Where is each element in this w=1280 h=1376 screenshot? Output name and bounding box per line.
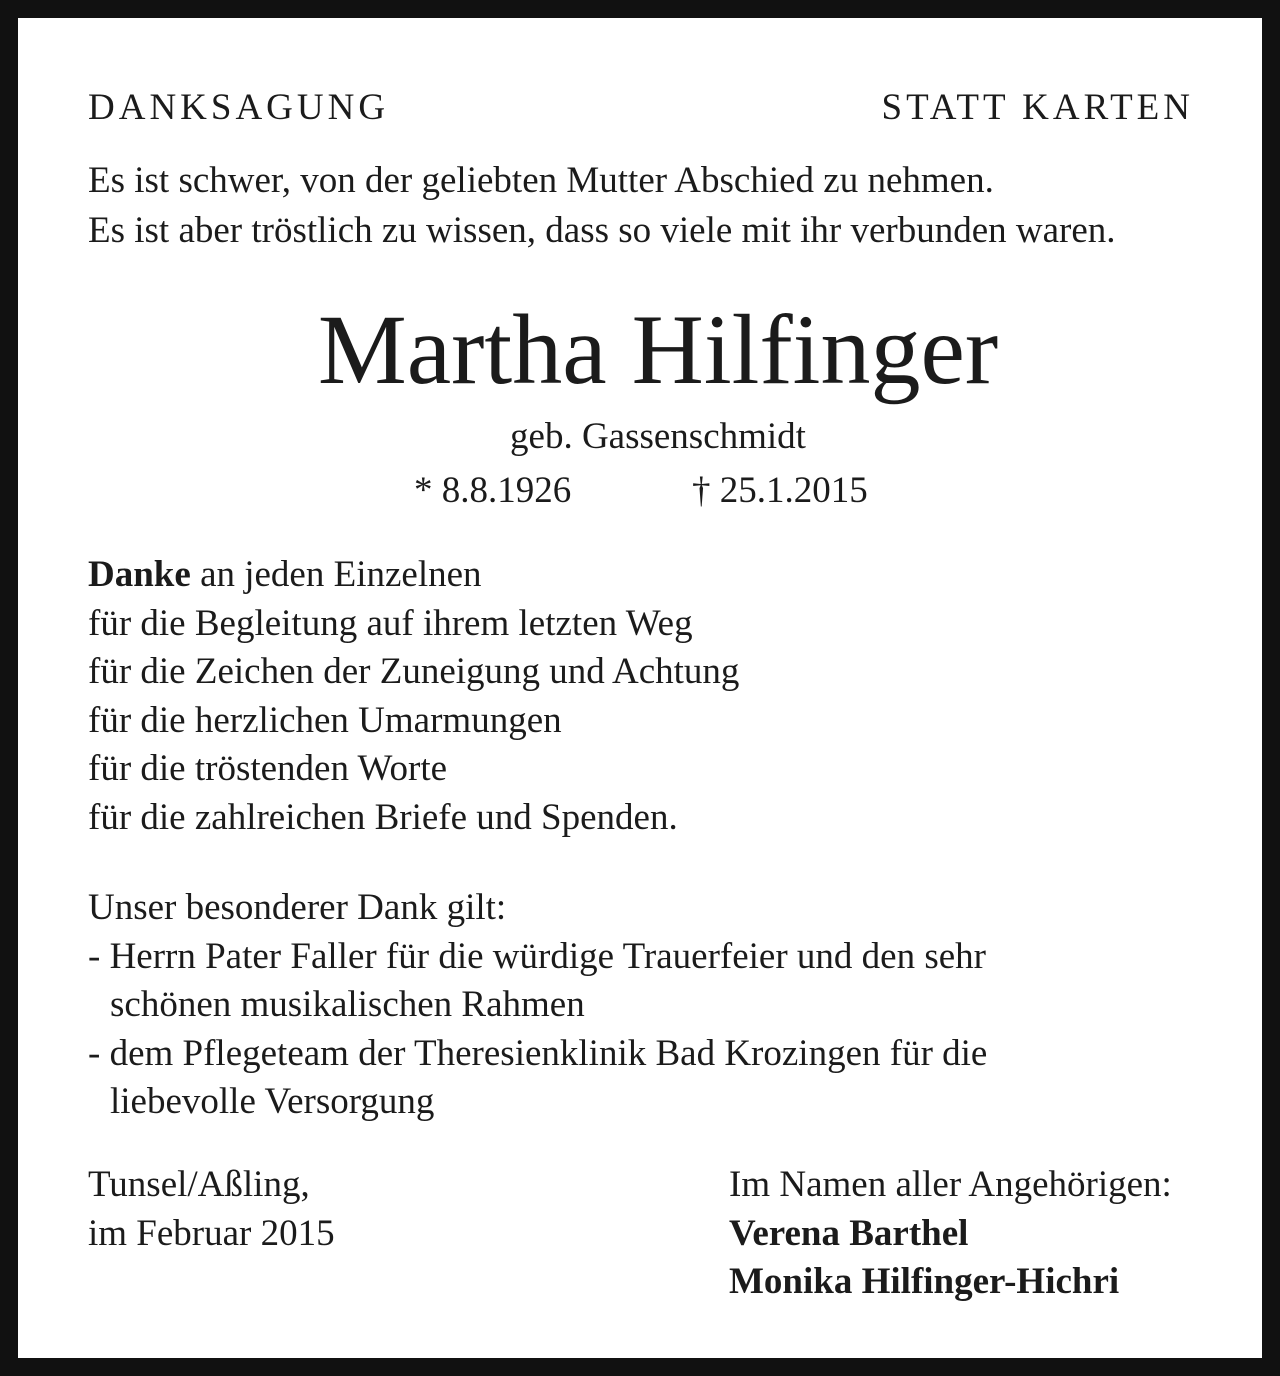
thanks-line: für die tröstenden Worte bbox=[88, 748, 448, 789]
thanks-line: für die Zeichen der Zuneigung und Achtung bbox=[88, 651, 740, 692]
special-thanks-heading: Unser besonderer Dank gilt: bbox=[88, 887, 507, 928]
signer-name: Monika Hilfinger-Hichri bbox=[729, 1261, 1120, 1302]
header-right-label: STATT KARTEN bbox=[881, 87, 1194, 128]
thanks-block bbox=[88, 551, 739, 842]
signature-block bbox=[729, 1161, 1172, 1307]
birth-date: * 8.8.1926 bbox=[414, 470, 572, 511]
thanks-lead-rest: an jeden Einzelnen bbox=[190, 554, 482, 595]
intro-line-1: Es ist schwer, von der geliebten Mutter Abschied zu nehmen. bbox=[88, 160, 994, 201]
signer-name: Verena Barthel bbox=[729, 1212, 969, 1254]
header-left-label: DANKSAGUNG bbox=[88, 87, 390, 128]
special-thanks-item-1: - Herrn Pater Faller für die würdige Trauerfeier und den sehr bbox=[88, 935, 986, 977]
thanks-line: für die herzlichen Umarmungen bbox=[88, 699, 562, 741]
on-behalf-text: Im Namen aller Angehörigen: bbox=[729, 1164, 1172, 1205]
deceased-name: Martha Hilfinger bbox=[317, 294, 999, 405]
thanks-lead bbox=[88, 551, 739, 600]
thanks-lead-bold: Danke bbox=[88, 554, 191, 595]
thanks-line: für die Begleitung auf ihrem letzten Weg bbox=[88, 602, 693, 644]
special-thanks-item-1-cont: schönen musikalischen Rahmen bbox=[110, 984, 585, 1025]
special-thanks-block bbox=[88, 884, 987, 1127]
intro-text bbox=[88, 156, 1116, 256]
maiden-name: geb. Gassenschmidt bbox=[510, 416, 806, 457]
special-thanks-item-2: - dem Pflegeteam der Theresienklinik Bad Krozingen für die bbox=[88, 1032, 988, 1074]
place-date-block bbox=[88, 1161, 335, 1258]
place: Tunsel/Aßling, bbox=[88, 1164, 310, 1205]
intro-line-2: Es ist aber tröstlich zu wissen, dass so viele mit ihr verbunden waren. bbox=[88, 210, 1116, 251]
date: im Februar 2015 bbox=[88, 1212, 335, 1254]
special-thanks-item-2-cont: liebevolle Versorgung bbox=[110, 1081, 435, 1122]
death-date: † 25.1.2015 bbox=[692, 470, 868, 511]
thanks-line: für die zahlreichen Briefe und Spenden. bbox=[88, 796, 678, 838]
